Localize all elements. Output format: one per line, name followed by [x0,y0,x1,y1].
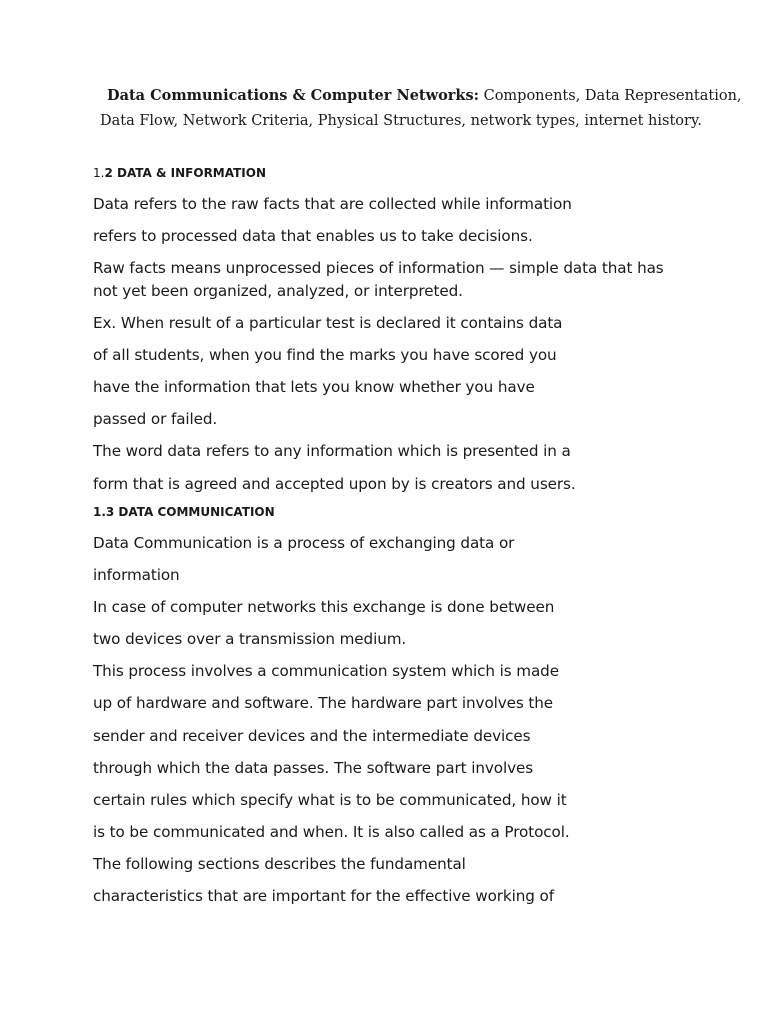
paragraph-line: of all students, when you find the marks you have scored you [93,346,557,364]
paragraph-line: The following sections describes the fundamental [93,855,466,873]
section-heading-data-communication [93,505,275,519]
document-title-bold: Data Communications & Computer Networks: [107,87,479,104]
section-heading-prefix: 1. [93,166,105,180]
paragraph-line: This process involves a communication system which is made [93,662,559,680]
document-title-line-1 [107,87,742,104]
paragraph-line: is to be communicated and when. It is also called as a Protocol. [93,823,570,841]
section-heading-data-information [93,166,266,180]
paragraph-line: refers to processed data that enables us to take decisions. [93,227,533,245]
paragraph-line: certain rules which specify what is to be communicated, how it [93,791,567,809]
paragraph-line: information [93,566,180,584]
paragraph-line: In case of computer networks this exchange is done between [93,598,555,616]
document-title-line-2: Data Flow, Network Criteria, Physical Structures, network types, internet history. [100,113,702,129]
paragraph-line: form that is agreed and accepted upon by is creators and users. [93,475,576,493]
paragraph-line: have the information that lets you know whether you have [93,378,535,396]
paragraph-line: sender and receiver devices and the intermediate devices [93,727,531,745]
paragraph-line: passed or failed. [93,410,218,428]
paragraph-line: not yet been organized, analyzed, or interpreted. [93,282,463,300]
paragraph-line: two devices over a transmission medium. [93,630,407,648]
document-title-rest: Components, Data Representation, [478,88,742,104]
paragraph-line: characteristics that are important for the effective working of [93,887,554,905]
paragraph-line: Data refers to the raw facts that are collected while information [93,195,572,213]
paragraph-line: Data Communication is a process of exchanging data or [93,534,515,552]
paragraph-line: through which the data passes. The software part involves [93,759,534,777]
paragraph-line: The word data refers to any information which is presented in a [93,442,571,460]
section-heading-text: 1.3 DATA COMMUNICATION [93,505,275,519]
paragraph-line: Raw facts means unprocessed pieces of information — simple data that has [93,259,664,277]
paragraph-line: up of hardware and software. The hardware part involves the [93,694,554,712]
paragraph-line: Ex. When result of a particular test is declared it contains data [93,314,563,332]
section-heading-text: 2 DATA & INFORMATION [104,166,266,180]
